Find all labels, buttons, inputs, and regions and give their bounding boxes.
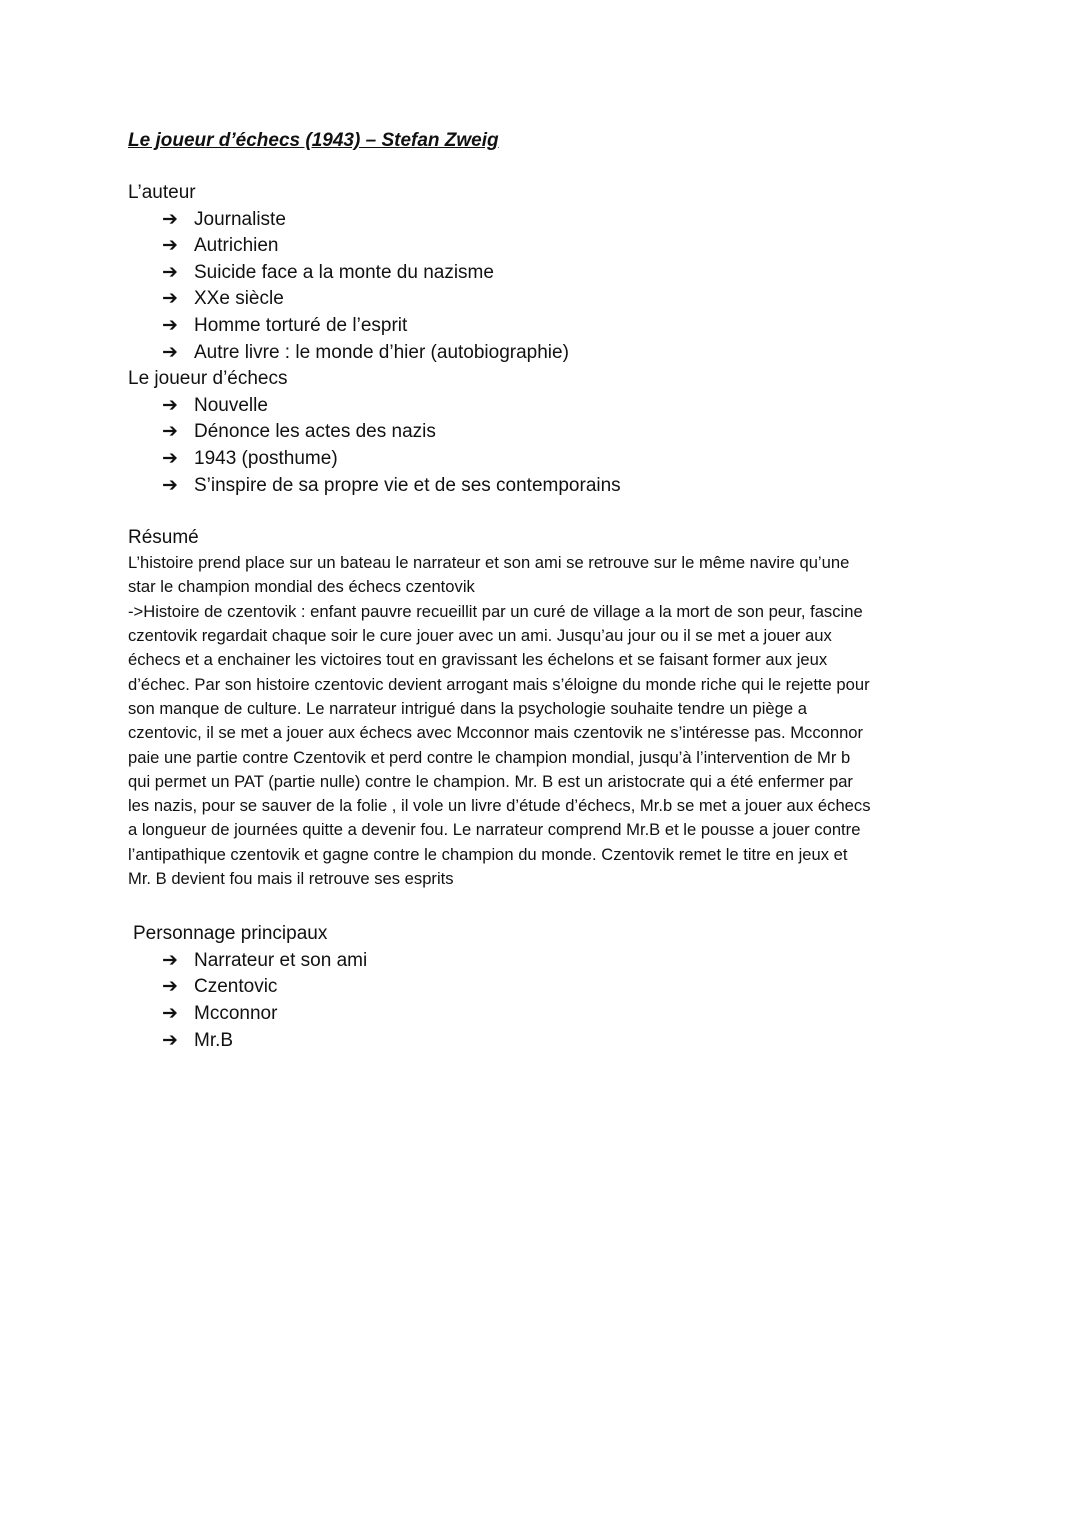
resume-line: d’échec. Par son histoire czentovic devient arrogant mais s’éloigne du monde riche qui le rejette pour <box>128 674 870 694</box>
arrow-right-icon: ➔ <box>162 1003 178 1025</box>
arrow-right-icon: ➔ <box>162 1029 178 1051</box>
list-item: ➔ Narrateur et son ami <box>162 948 958 975</box>
list-item: ➔ Suicide face a la monte du nazisme <box>162 260 958 287</box>
auteur-list <box>128 207 958 367</box>
list-item: ➔ S’inspire de sa propre vie et de ses contemporains <box>162 473 958 500</box>
resume-line: ->Histoire de czentovik : enfant pauvre recueillit par un curé de village a la mort de son peur, fascine <box>128 601 863 621</box>
resume-line: czentovic, il se met a jouer aux échecs avec Mcconnor mais czentovik ne s’intéresse pas. Mcconnor <box>128 723 864 743</box>
list-item: ➔ Mr.B <box>162 1028 958 1055</box>
list-item: ➔ Autre livre : le monde d’hier (autobiographie) <box>162 340 958 367</box>
arrow-right-icon: ➔ <box>162 341 178 363</box>
arrow-right-icon: ➔ <box>162 288 178 310</box>
document-title: Le joueur d’échecs (1943) – Stefan Zweig <box>128 130 499 151</box>
arrow-right-icon: ➔ <box>162 421 178 443</box>
resume-line: Mr. B devient fou mais il retrouve ses esprits <box>128 868 454 888</box>
arrow-right-icon: ➔ <box>162 235 178 257</box>
arrow-right-icon: ➔ <box>162 474 178 496</box>
arrow-right-icon: ➔ <box>162 208 178 230</box>
section-heading-livre: Le joueur d’échecs <box>128 368 288 390</box>
arrow-right-icon: ➔ <box>162 976 178 998</box>
section-heading-resume: Résumé <box>128 527 199 549</box>
resume-line: qui permet un PAT (partie nulle) contre le champion. Mr. B est un aristocrate qui a été enfermer par <box>128 771 853 791</box>
arrow-right-icon: ➔ <box>162 447 178 469</box>
arrow-right-icon: ➔ <box>162 394 178 416</box>
resume-line: son manque de culture. Le narrateur intrigué dans la psychologie souhaite tendre un piège a <box>128 698 807 718</box>
resume-line: czentovik regardait chaque soir le cure jouer avec un ami. Jusqu’au jour ou il se met a jouer aux <box>128 626 832 646</box>
document-page <box>128 128 958 1054</box>
resume-line: L’histoire prend place sur un bateau le narrateur et son ami se retrouve sur le même navire qu’une <box>128 553 850 573</box>
resume-line: l’antipathique czentovik et gagne contre le champion du monde. Czentovik remet le titre en jeux et <box>128 844 848 864</box>
arrow-right-icon: ➔ <box>162 261 178 283</box>
list-item: ➔ Mcconnor <box>162 1001 958 1028</box>
list-item: ➔ Autrichien <box>162 233 958 260</box>
list-item: ➔ Journaliste <box>162 207 958 234</box>
arrow-right-icon: ➔ <box>162 949 178 971</box>
list-item: ➔ Nouvelle <box>162 393 958 420</box>
list-item: ➔ Czentovic <box>162 974 958 1001</box>
resume-line: paie une partie contre Czentovik et perd contre le champion mondial, jusqu’à l’intervention de Mr b <box>128 747 851 767</box>
personnages-list <box>128 948 958 1054</box>
resume-line: star le champion mondial des échecs czentovik <box>128 577 475 597</box>
livre-list <box>128 393 958 499</box>
section-heading-personnages: Personnage principaux <box>133 923 328 945</box>
list-item: ➔ Dénonce les actes des nazis <box>162 419 958 446</box>
resume-line: les nazis, pour se sauver de la folie , il vole un livre d’étude d’échecs, Mr.b se met a jouer aux échecs <box>128 796 871 816</box>
list-item: ➔ Homme torturé de l’esprit <box>162 313 958 340</box>
section-heading-auteur: L’auteur <box>128 182 196 203</box>
list-item: ➔ 1943 (posthume) <box>162 446 958 473</box>
resume-line: échecs et a enchainer les victoires tout en gravissant les échelons et se faisant former aux jeux <box>128 650 828 670</box>
resume-line: a longueur de journées quitte a devenir fou. Le narrateur comprend Mr.B et le pousse a jouer contre <box>128 820 861 840</box>
list-item: ➔ XXe siècle <box>162 286 958 313</box>
resume-paragraph <box>128 551 958 891</box>
arrow-right-icon: ➔ <box>162 314 178 336</box>
